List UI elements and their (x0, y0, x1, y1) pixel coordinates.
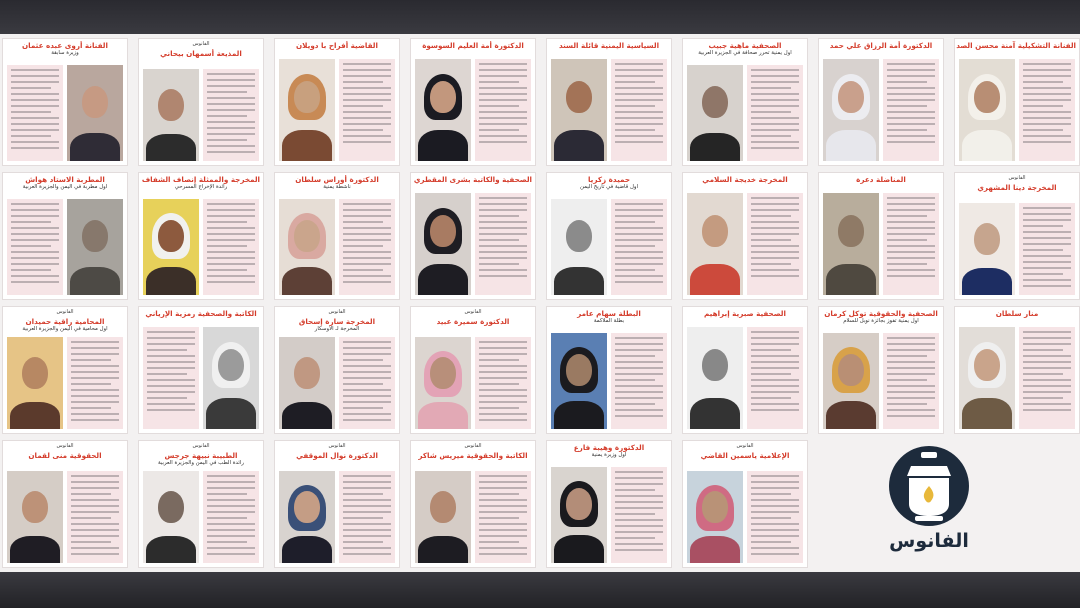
card-header-brand: الفانوس (1008, 175, 1026, 181)
card-body (7, 337, 123, 429)
portrait-photo (143, 199, 199, 295)
bio-text-block (475, 471, 531, 563)
portrait-photo (687, 327, 743, 429)
card-title: القاضية أفراح با دويلان (296, 41, 378, 50)
card-title: الدكتورة نوال الموقفي (296, 451, 378, 460)
card-title: الصحفية والكاتبة بشرى المقطري (413, 175, 532, 184)
card-body (687, 65, 803, 161)
profile-card (682, 172, 808, 300)
bio-text-block (747, 327, 803, 429)
profile-card (274, 306, 400, 434)
bio-text-block (747, 193, 803, 295)
profile-card (546, 440, 672, 568)
profile-card (138, 172, 264, 300)
card-header-brand: الفانوس (192, 443, 210, 449)
card-subtitle: أول محامية في اليمن والجزيرة العربية (22, 326, 108, 333)
card-body (7, 65, 123, 161)
bio-text-block (611, 59, 667, 161)
portrait-photo (551, 467, 607, 563)
card-body (959, 327, 1075, 429)
card-title: منار سلطان (995, 309, 1039, 318)
card-header-brand: الفانوس (464, 443, 482, 449)
lantern-icon (881, 442, 977, 532)
portrait-photo (687, 471, 743, 563)
bio-text-block (339, 471, 395, 563)
card-title: الفنانة أروى عبده عثمان (22, 41, 108, 50)
profile-card (546, 306, 672, 434)
portrait-photo (7, 337, 63, 429)
portrait-photo (279, 199, 335, 295)
bio-text-block (203, 199, 259, 295)
bio-text-block (611, 467, 667, 563)
card-subtitle: أول مطربة في اليمن والجزيرة العربية (22, 184, 108, 191)
profile-card (138, 306, 264, 434)
card-body (687, 193, 803, 295)
bio-text-block (1019, 59, 1075, 161)
card-title: الصحفية صبرية إبراهيم (704, 309, 786, 318)
card-title: الدكتورة أمة العليم السوسوة (422, 41, 524, 50)
card-header-brand: الفانوس (56, 443, 74, 449)
card-header-brand: الفانوس (736, 443, 754, 449)
card-body (415, 337, 531, 429)
card-body (415, 471, 531, 563)
portrait-photo (551, 199, 607, 295)
card-title: الدكتورة أمة الرزاق علي حمد (829, 41, 933, 50)
portrait-photo (959, 59, 1015, 161)
card-subtitle: رائدة الطب في اليمن والجزيرة العربية (158, 460, 244, 467)
card-subtitle: المخرجة لـ الأوسكار (314, 326, 360, 333)
portrait-photo (143, 471, 199, 563)
profile-card (2, 306, 128, 434)
card-body (551, 333, 667, 429)
card-title: الدكتورة وهيبة فارع (573, 443, 645, 452)
card-body (143, 471, 259, 563)
profile-card (274, 38, 400, 166)
profile-card (682, 440, 808, 568)
card-body (279, 59, 395, 161)
top-video-frame-bar (0, 0, 1080, 34)
card-subtitle: أول قاضية في تاريخ اليمن (580, 184, 638, 191)
card-title: الدكتورة أوراس سلطان (295, 175, 379, 184)
bio-text-block (883, 59, 939, 161)
card-title: الإعلامية ياسمين القاضي (700, 451, 790, 460)
portrait-photo (67, 65, 123, 161)
card-subtitle: وزيرة سابقة (51, 50, 79, 57)
card-body (143, 69, 259, 161)
bottom-video-frame-bar (0, 572, 1080, 608)
portrait-photo (67, 199, 123, 295)
bio-text-block (475, 337, 531, 429)
bio-text-block (883, 193, 939, 295)
card-body (823, 193, 939, 295)
profile-card (954, 306, 1080, 434)
portrait-photo (143, 69, 199, 161)
card-body (415, 193, 531, 295)
brand-logo (881, 442, 977, 562)
profile-card (410, 306, 536, 434)
card-body (959, 203, 1075, 295)
profile-card (2, 440, 128, 568)
portrait-photo (415, 59, 471, 161)
portrait-photo (551, 59, 607, 161)
profile-card (682, 306, 808, 434)
profile-card (682, 38, 808, 166)
bio-text-block (475, 193, 531, 295)
bio-text-block (7, 199, 63, 295)
card-subtitle: أول يمنية تفوز بجائزة نوبل للسلام (843, 318, 919, 325)
bio-text-block (339, 199, 395, 295)
card-title: المطربة الاستاد هواش (25, 175, 105, 184)
card-body (551, 199, 667, 295)
bio-text-block (143, 327, 199, 429)
card-subtitle: أول يمنية تحرر صحافة في الجزيرة العربية (698, 50, 792, 57)
portrait-photo (959, 203, 1015, 295)
bio-text-block (203, 471, 259, 563)
portrait-photo (687, 193, 743, 295)
card-subtitle: أول وزيرة يمنية (591, 452, 627, 459)
card-body (551, 59, 667, 161)
card-title: المناضلة دعرة (856, 175, 906, 184)
profile-card (818, 172, 944, 300)
portrait-photo (415, 337, 471, 429)
card-body (279, 337, 395, 429)
portrait-photo (551, 333, 607, 429)
profile-card (410, 440, 536, 568)
profile-card (138, 38, 264, 166)
card-title: السياسية اليمنية قائلة السند (558, 41, 660, 50)
card-title: الصحفية والحقوقية توكل كرمان (824, 309, 938, 318)
card-body (687, 327, 803, 429)
card-title: حميدة زكريا (587, 175, 631, 184)
bio-text-block (203, 69, 259, 161)
bio-text-block (7, 65, 63, 161)
card-title: البطلة سهام عامر (577, 309, 641, 318)
portrait-photo (279, 471, 335, 563)
card-subtitle: رائدة الإخراج المسرحي (174, 184, 228, 191)
card-title: الكاتبة والصحفية رمزية الإرياني (145, 309, 257, 318)
portrait-photo (415, 471, 471, 563)
profile-card (138, 440, 264, 568)
card-header-brand: الفانوس (56, 309, 74, 315)
profile-card (546, 172, 672, 300)
portrait-photo (7, 471, 63, 563)
card-body (823, 59, 939, 161)
profile-card (954, 38, 1080, 166)
card-title: المخرجة خديجة السلامي (702, 175, 788, 184)
card-body (959, 59, 1075, 161)
card-body (687, 471, 803, 563)
portrait-photo (959, 327, 1015, 429)
bio-text-block (1019, 327, 1075, 429)
card-subtitle: بطلة الملاكمة (593, 318, 625, 325)
bio-text-block (339, 337, 395, 429)
profile-card (546, 38, 672, 166)
bio-text-block (475, 59, 531, 161)
card-header-brand: الفانوس (328, 443, 346, 449)
card-header-brand: الفانوس (192, 41, 210, 47)
card-body (415, 59, 531, 161)
portrait-photo (823, 333, 879, 429)
profile-card (818, 38, 944, 166)
portrait-photo (279, 59, 335, 161)
profile-card (2, 172, 128, 300)
profile-card (410, 38, 536, 166)
bio-text-block (611, 333, 667, 429)
profile-card (2, 38, 128, 166)
portrait-photo (203, 327, 259, 429)
card-title: المخرجة دينا المشهري (977, 183, 1057, 192)
card-title: الحقوقية منى لقمان (28, 451, 102, 460)
bio-text-block (339, 59, 395, 161)
bio-text-block (747, 65, 803, 161)
card-title: المخرجة والممثلة إنصاف الشفاف (141, 175, 260, 184)
card-body (7, 471, 123, 563)
profile-card (274, 440, 400, 568)
card-body (143, 327, 259, 429)
card-title: المخرجة سارة إسحاق (298, 317, 376, 326)
card-title: المذيعة أسمهان بيحاني (160, 49, 242, 58)
card-body (279, 199, 395, 295)
bio-text-block (747, 471, 803, 563)
card-title: الكاتبة والحقوقية ميريس شاكر (418, 451, 528, 460)
brand-name: الفانوس (889, 530, 969, 552)
card-title: الفنانة التشكيلية آمنة محسن الصد (956, 41, 1076, 50)
bio-text-block (67, 471, 123, 563)
card-body (279, 471, 395, 563)
card-body (823, 333, 939, 429)
card-subtitle: ناشطة يمنية (323, 184, 351, 191)
card-title: المحامية راقية حميدان (25, 317, 105, 326)
bio-text-block (611, 199, 667, 295)
bio-text-block (883, 333, 939, 429)
profile-card (818, 306, 944, 434)
portrait-photo (823, 59, 879, 161)
card-body (551, 467, 667, 563)
collage-wall (0, 34, 1080, 572)
bio-text-block (67, 337, 123, 429)
card-title: الدكتورة سميرة عبيد (436, 317, 510, 326)
portrait-photo (687, 65, 743, 161)
profile-card (954, 172, 1080, 300)
portrait-photo (279, 337, 335, 429)
portrait-photo (415, 193, 471, 295)
card-body (143, 199, 259, 295)
card-header-brand: الفانوس (328, 309, 346, 315)
card-title: الطبيبة نبيهة جرجس (164, 451, 238, 460)
card-body (7, 199, 123, 295)
card-title: الصحفية ماهية جبيب (708, 41, 782, 50)
profile-card (410, 172, 536, 300)
card-header-brand: الفانوس (464, 309, 482, 315)
portrait-photo (823, 193, 879, 295)
bio-text-block (1019, 203, 1075, 295)
profile-card (274, 172, 400, 300)
